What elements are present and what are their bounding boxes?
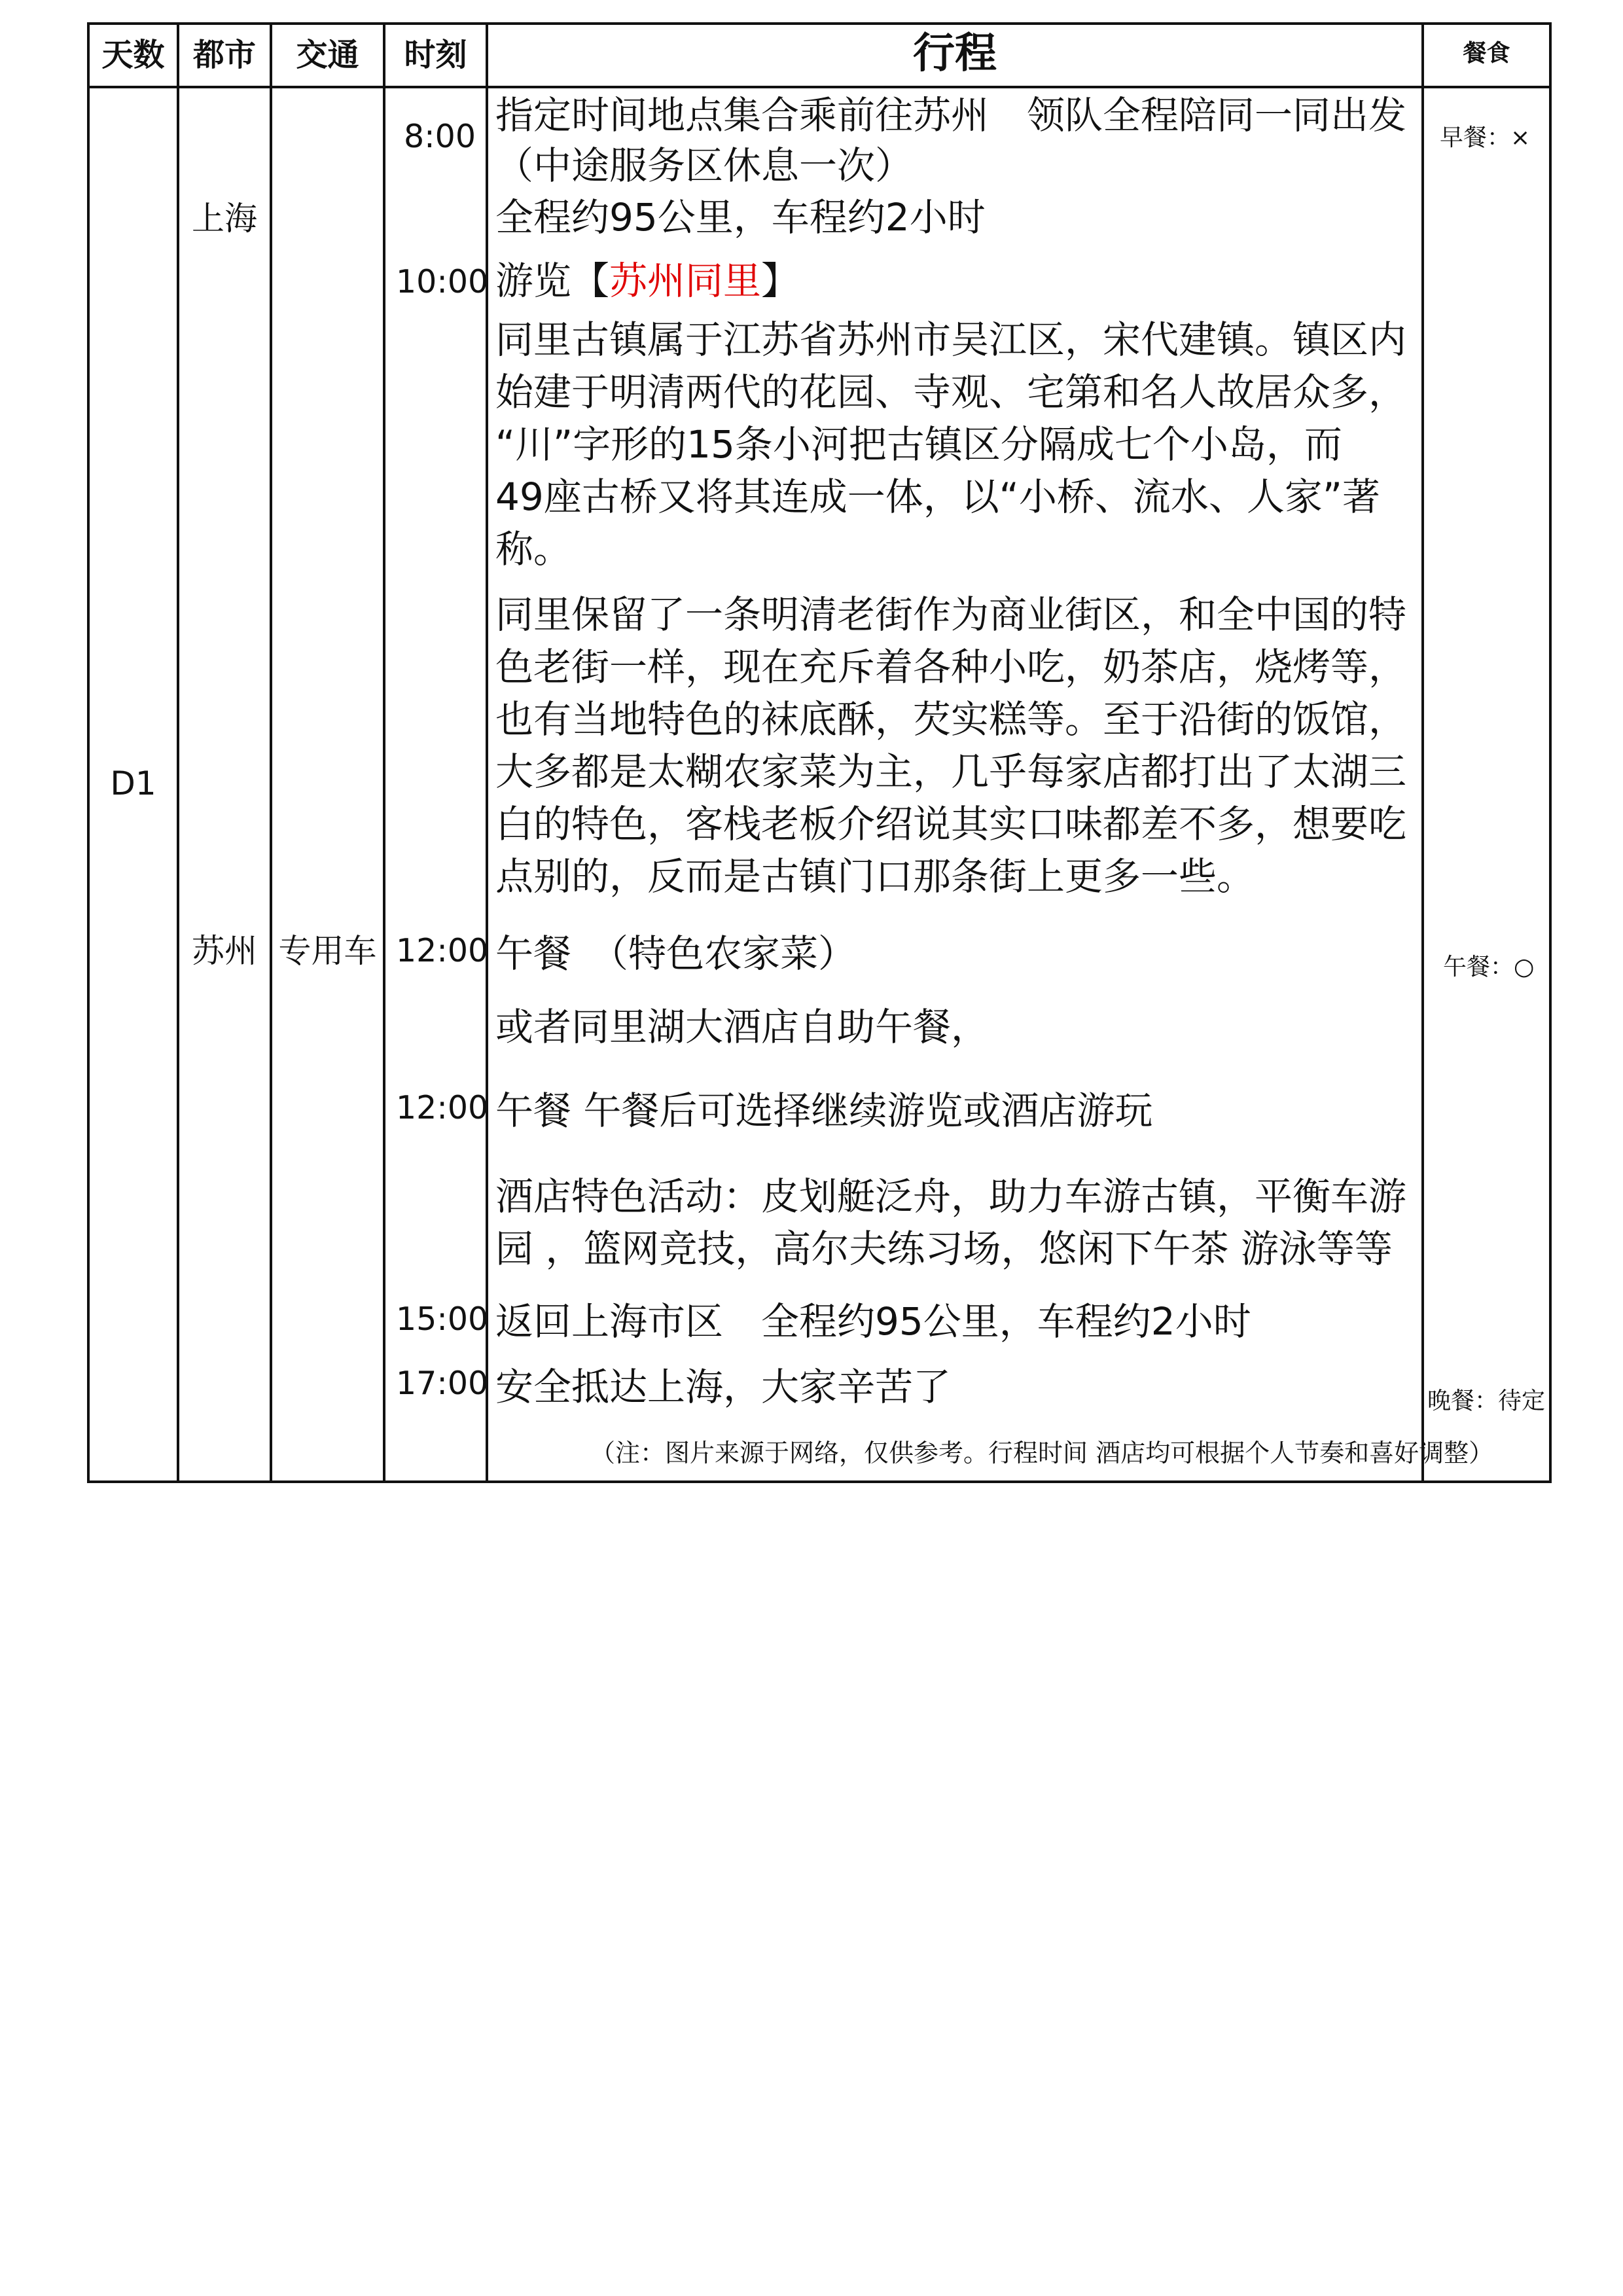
tongli-desc-1-line-4: 49座古桥又将其连成一体，以“小桥、流水、人家”著 (495, 475, 1380, 519)
visit-suffix: 】 (761, 259, 800, 303)
lunch-hotel-buffet: 或者同里湖大酒店自助午餐， (495, 1005, 990, 1049)
hotel-activities-line-1: 酒店特色活动：皮划艇泛舟，助力车游古镇，平衡车游 (495, 1174, 1407, 1219)
city-transport-divider (270, 22, 272, 1483)
header-itinerary: 行程 (913, 29, 997, 78)
time-8-00: 8:00 (404, 118, 476, 155)
visit-line (495, 259, 800, 303)
arrive-shanghai: 安全抵达上海，大家辛苦了 (495, 1365, 952, 1409)
header-city: 都市 (192, 37, 256, 73)
city-shanghai: 上海 (192, 200, 257, 238)
meal-breakfast: 早餐：× (1440, 124, 1531, 151)
table-left-border (87, 22, 90, 1483)
return-to-shanghai: 返回上海市区 全程约95公里，车程约2小时 (495, 1299, 1251, 1344)
itinerary-line-1: 指定时间地点集合乘前往苏州 领队全程陪同一同出发 (495, 93, 1407, 137)
day-label: D1 (110, 764, 156, 802)
tongli-desc-1-line-2: 始建于明清两代的花园、寺观、宅第和名人故居众多， (495, 370, 1407, 414)
time-15-00: 15:00 (396, 1300, 489, 1338)
itinerary-line-3: 全程约95公里，车程约2小时 (495, 195, 986, 240)
itinerary-note: （注：图片来源于网络，仅供参考。行程时间 酒店均可根据个人节奏和喜好调整） (590, 1439, 1494, 1467)
table-header-border (87, 86, 1552, 88)
header-time: 时刻 (404, 37, 467, 73)
header-meals: 餐食 (1463, 40, 1510, 67)
day-city-divider (177, 22, 179, 1483)
tongli-desc-1-line-3: “川”字形的15条小河把古镇区分隔成七个小岛，而 (495, 422, 1342, 467)
lunch-special-local: 午餐 （特色农家菜） (495, 931, 857, 976)
visit-prefix: 游览【 (495, 259, 610, 303)
tongli-desc-1-line-5: 称。 (495, 527, 572, 571)
visit-place-highlight: 苏州同里 (609, 259, 762, 303)
tongli-desc-2-line-6: 点别的，反而是古镇门口那条街上更多一些。 (495, 854, 1255, 899)
tongli-desc-2-line-5: 白的特色，客栈老板介绍说其实口味都差不多，想要吃 (495, 802, 1407, 846)
meal-dinner: 晚餐：待定 (1427, 1388, 1546, 1414)
time-12-00-b: 12:00 (396, 1089, 489, 1126)
itinerary-line-2: （中途服务区休息一次） (495, 143, 914, 188)
transport-time-divider (383, 22, 385, 1483)
header-day: 天数 (101, 37, 165, 73)
lunch-after-options: 午餐 午餐后可选择继续游览或酒店游玩 (495, 1088, 1153, 1133)
time-10-00: 10:00 (396, 263, 489, 300)
tongli-desc-2-line-1: 同里保留了一条明清老街作为商业街区，和全中国的特 (495, 592, 1407, 637)
table-top-border (87, 22, 1552, 25)
tongli-desc-2-line-3: 也有当地特色的袜底酥，芡实糕等。至于沿街的饭馆， (495, 697, 1407, 742)
time-12-00-a: 12:00 (396, 932, 489, 969)
table-bottom-border (87, 1480, 1552, 1483)
time-17-00: 17:00 (396, 1365, 489, 1402)
table-right-border (1549, 22, 1552, 1483)
tongli-desc-1-line-1: 同里古镇属于江苏省苏州市吴江区，宋代建镇。镇区内 (495, 317, 1407, 362)
tongli-desc-2-line-4: 大多都是太糊农家菜为主，几乎每家店都打出了太湖三 (495, 749, 1407, 794)
meal-lunch: 午餐：○ (1443, 954, 1535, 980)
time-itinerary-divider (486, 22, 488, 1483)
transport-vehicle: 专用车 (278, 932, 377, 970)
itinerary-meals-divider (1421, 22, 1424, 1483)
tongli-desc-2-line-2: 色老街一样，现在充斥着各种小吃，奶茶店，烧烤等， (495, 645, 1407, 689)
city-suzhou: 苏州 (192, 932, 257, 970)
header-transport: 交通 (296, 37, 359, 73)
hotel-activities-line-2: 园 ，篮网竞技，高尔夫练习场，悠闲下午茶 游泳等等 (495, 1227, 1393, 1271)
